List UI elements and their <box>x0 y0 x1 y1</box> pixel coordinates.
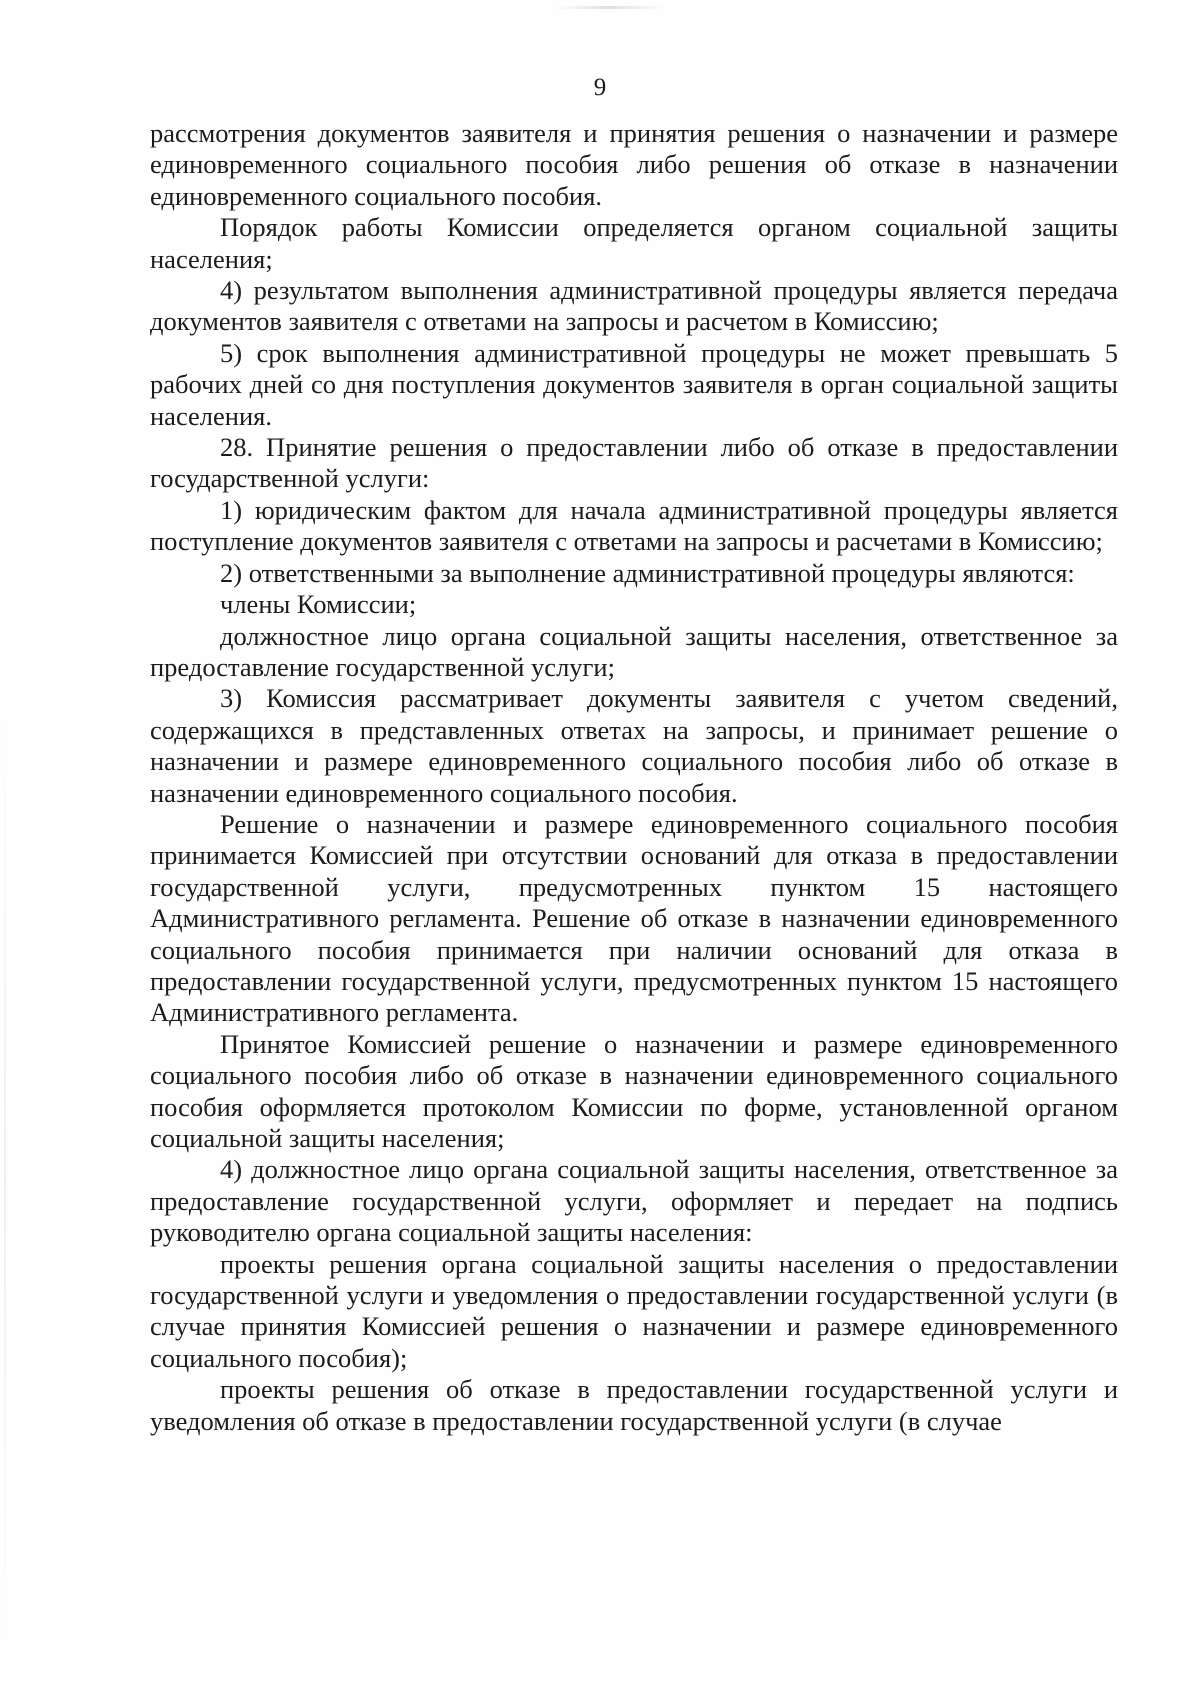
paragraph: рассмотрения документов заявителя и принятия решения о назначении и размере единовременного социального пособия либо решения об отказе в назначении единовременного социального пособия. <box>150 118 1118 211</box>
paragraph: 2) ответственными за выполнение административной процедуры являются: <box>220 557 1075 588</box>
paragraph: Принятое Комиссией решение о назначении и размере единовременного социального пособия либо об отказе в назначении единовременного социального пособия оформляется протоколом Комиссии по форме, установленной органом социальной защиты населения; <box>150 1028 1118 1153</box>
paragraph: 4) результатом выполнения административной процедуры является передача документов заявителя с ответами на запросы и расчетом в Комиссию; <box>150 275 1118 337</box>
paragraph: проекты решения об отказе в предоставлении государственной услуги и уведомления об отказе в предоставлении государственной услуги (в случае <box>150 1374 1118 1436</box>
scan-artifact <box>555 6 665 9</box>
document-body <box>150 118 1118 1437</box>
paragraph: Решение о назначении и размере единовременного социального пособия принимается Комиссией при отсутствии оснований для отказа в предоставлении государственной услуги, предусмотренных пунктом 15 настоящего Административного регламента. Решение об отказе в назначении единовременного социального пособия принимается при наличии оснований для отказа в предоставлении государственной услуги, предусмотренных пунктом 15 настоящего Административного регламента. <box>150 808 1118 1028</box>
paragraph: должностное лицо органа социальной защиты населения, ответственное за предоставление государственной услуги; <box>150 620 1118 682</box>
paragraph: 1) юридическим фактом для начала административной процедуры является поступление документов заявителя с ответами на запросы и расчетами в Комиссию; <box>150 494 1118 557</box>
paragraph: 4) должностное лицо органа социальной защиты населения, ответственное за предоставление государственной услуги, оформляет и передает на подпись руководителю органа социальной защиты населения: <box>150 1154 1118 1248</box>
paragraph: 5) срок выполнения административной процедуры не может превышать 5 рабочих дней со дня поступления документов заявителя в орган социальной защиты населения. <box>150 337 1118 431</box>
page-number: 9 <box>593 74 607 101</box>
paragraph: 28. Принятие решения о предоставлении либо об отказе в предоставлении государственной услуги: <box>150 432 1118 494</box>
paragraph: 3) Комиссия рассматривает документы заявителя с учетом сведений, содержащихся в представленных ответах на запросы, и принимает решение о назначении и размере единовременного социального пособия либо об отказе в назначении единовременного социального пособия. <box>150 683 1118 808</box>
paragraph: проекты решения органа социальной защиты населения о предоставлении государственной услуги и уведомления о предоставлении государственной услуги (в случае принятия Комиссией решения о назначении и размере единовременного социального пособия); <box>150 1248 1118 1373</box>
paragraph: Порядок работы Комиссии определяется органом социальной защиты населения; <box>150 212 1118 274</box>
scan-edge-artifact <box>4 700 6 1660</box>
paragraph: члены Комиссии; <box>220 589 417 620</box>
